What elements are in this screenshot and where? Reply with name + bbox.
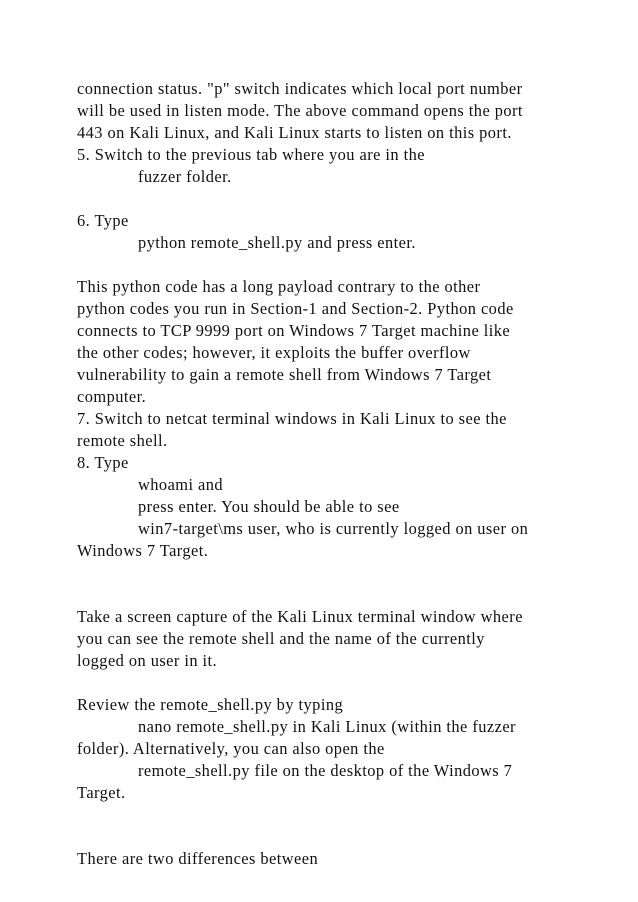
text-line: fuzzer folder. [138,167,232,186]
text-line: press enter. You should be able to see [138,497,400,516]
text-line: connection status. "p" switch indicates which local port number [77,79,523,98]
text-line: nano remote_shell.py in Kali Linux (within the fuzzer [138,717,516,736]
text-line: Take a screen capture of the Kali Linux terminal window where [77,607,523,626]
text-line: python codes you run in Section-1 and Section-2. Python code [77,299,514,318]
text-line: 443 on Kali Linux, and Kali Linux starts to listen on this port. [77,123,512,142]
text-line: win7-target\ms user, who is currently logged on user on [138,519,529,538]
text-line: computer. [77,387,147,406]
text-line: 8. Type [77,453,129,472]
text-line: logged on user in it. [77,651,218,670]
text-line: This python code has a long payload contrary to the other [77,277,481,296]
text-line: vulnerability to gain a remote shell from Windows 7 Target [77,365,492,384]
text-line: python remote_shell.py and press enter. [138,233,416,252]
text-line: whoami and [138,475,224,494]
text-line: you can see the remote shell and the name of the currently [77,629,485,648]
text-line: folder). Alternatively, you can also open the [77,739,385,758]
text-line: 7. Switch to netcat terminal windows in Kali Linux to see the [77,409,507,428]
text-line: the other codes; however, it exploits the buffer overflow [77,343,471,362]
text-line: connects to TCP 9999 port on Windows 7 Target machine like [77,321,511,340]
text-line: 6. Type [77,211,129,230]
text-line: Review the remote_shell.py by typing [77,695,344,714]
text-line: will be used in listen mode. The above command opens the port [77,101,523,120]
text-line: There are two differences between [77,849,319,868]
text-line: remote_shell.py file on the desktop of the Windows 7 [138,761,513,780]
text-line: Target. [77,783,126,802]
text-line: remote shell. [77,431,168,450]
text-line: Windows 7 Target. [77,541,209,560]
text-line: 5. Switch to the previous tab where you are in the [77,145,425,164]
